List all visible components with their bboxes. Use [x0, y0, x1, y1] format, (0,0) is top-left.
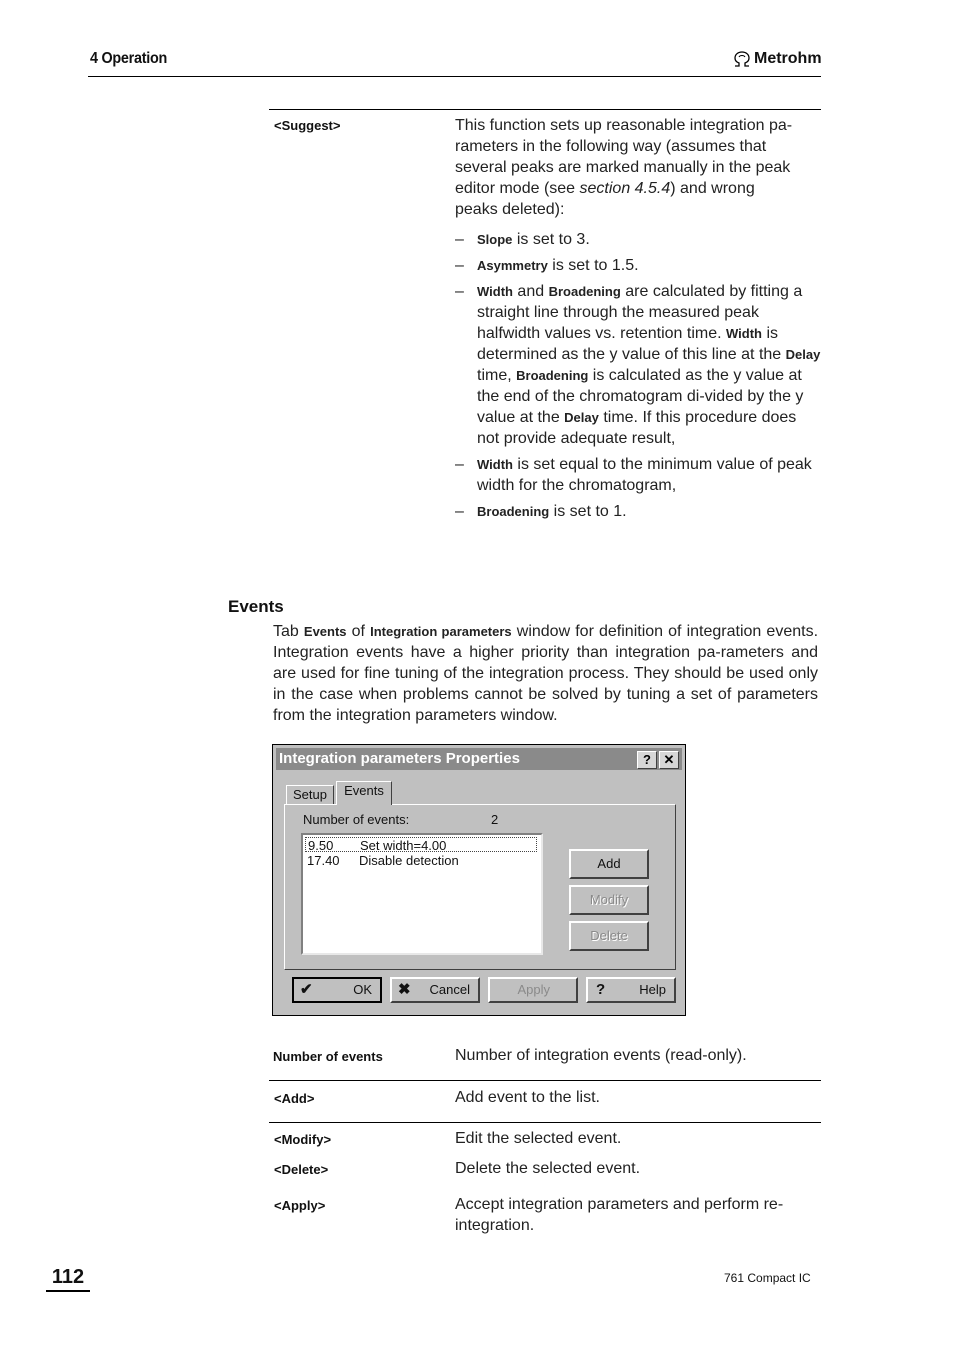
definition-text: Add event to the list.	[455, 1089, 600, 1106]
events-paragraph: Tab Events of Integration parameters window for definition of integration events. Integration events have a higher priority than integration pa-rameters and are used for fine tuning of the integration process. They should be used only in the case when problems cannot be solved by tuning a set of parameters from the integration parameters window.	[273, 623, 819, 724]
cancel-label: Cancel	[429, 982, 470, 997]
text-line: This function sets up reasonable integration pa-	[455, 117, 793, 134]
brand-name: Metrohm	[754, 50, 822, 67]
list-item: – Slope is set to 3.	[455, 229, 821, 250]
term-add: <Add>	[274, 1091, 315, 1106]
add-button[interactable]: Add	[569, 849, 649, 879]
list-item: – Width is set equal to the minimum value of peak width for the chromatogram,	[455, 454, 821, 496]
event-time: 9.50	[308, 838, 334, 853]
page-number: 112	[51, 1266, 85, 1288]
number-of-events-value: 2	[491, 812, 499, 827]
text-line: several peaks are marked manually in the peak	[455, 159, 791, 176]
term-apply: <Apply>	[274, 1198, 326, 1213]
table-rule	[269, 1122, 821, 1123]
dialog-title: Integration parameters Properties	[279, 750, 520, 767]
text-line: peaks deleted):	[455, 201, 565, 218]
ok-button[interactable]	[292, 977, 382, 1003]
header-rule	[88, 76, 821, 77]
section-title-events: Events	[228, 597, 284, 616]
page-number-rule	[46, 1290, 90, 1292]
term-modify: <Modify>	[274, 1132, 332, 1147]
term-delete: <Delete>	[274, 1162, 329, 1177]
tab-setup[interactable]: Setup	[286, 785, 334, 804]
chapter-heading: 4 Operation	[90, 50, 168, 67]
ok-label: OK	[353, 982, 372, 997]
brand-logo	[732, 50, 822, 68]
tab-events[interactable]: Events	[336, 781, 392, 805]
text-line: editor mode (see section 4.5.4) and wrong	[455, 180, 755, 197]
list-item: – Asymmetry is set to 1.5.	[455, 255, 821, 276]
help-button[interactable]	[586, 977, 676, 1003]
definition-text: Edit the selected event.	[455, 1130, 622, 1147]
cross-icon: ✖	[398, 981, 411, 998]
definition-text: Number of integration events (read-only).	[455, 1047, 747, 1064]
apply-label: Apply	[517, 982, 550, 997]
close-icon[interactable]: ✕	[659, 751, 679, 769]
dialog-title-bar	[276, 748, 682, 770]
table-rule	[269, 1080, 821, 1081]
product-name: 761 Compact IC	[724, 1271, 811, 1285]
delete-button[interactable]: Delete	[569, 921, 649, 951]
modify-button[interactable]: Modify	[569, 885, 649, 915]
event-name: Disable detection	[359, 853, 459, 868]
definition-text: Delete the selected event.	[455, 1160, 641, 1177]
list-item: – Width and Broadening are calculated by fitting a straight line through the measured peak halfwidth values vs. retention time. Width is determined as the y value of this line at the Delay time, Broadening is calculated as the y value at the end of the chromatogram di-vided by the y value at the Delay time. If this procedure does not provide adequate result,	[455, 281, 821, 449]
list-item: – Broadening is set to 1.	[455, 501, 821, 522]
term-suggest: <Suggest>	[274, 118, 341, 133]
event-time: 17.40	[307, 853, 340, 868]
term-number-of-events: Number of events	[273, 1049, 383, 1064]
suggest-bullet-list	[455, 229, 821, 527]
help-label: Help	[639, 982, 666, 997]
number-of-events-label: Number of events:	[303, 812, 410, 827]
table-rule	[269, 109, 821, 110]
checkmark-icon: ✔	[300, 981, 313, 998]
event-name: Set width=4.00	[360, 838, 447, 853]
text-line: rameters in the following way (assumes that	[455, 138, 767, 155]
help-question-icon[interactable]: ?	[637, 751, 657, 769]
question-icon: ?	[596, 981, 606, 998]
apply-button[interactable]	[488, 977, 578, 1003]
omega-logo-icon	[732, 51, 752, 67]
suggest-description	[455, 115, 821, 220]
events-listbox[interactable]	[301, 833, 543, 955]
definition-text: Accept integration parameters and perform re-integration.	[455, 1196, 784, 1234]
cancel-button[interactable]	[390, 977, 480, 1003]
list-item[interactable]	[305, 837, 537, 852]
integration-parameters-dialog	[272, 744, 686, 1016]
